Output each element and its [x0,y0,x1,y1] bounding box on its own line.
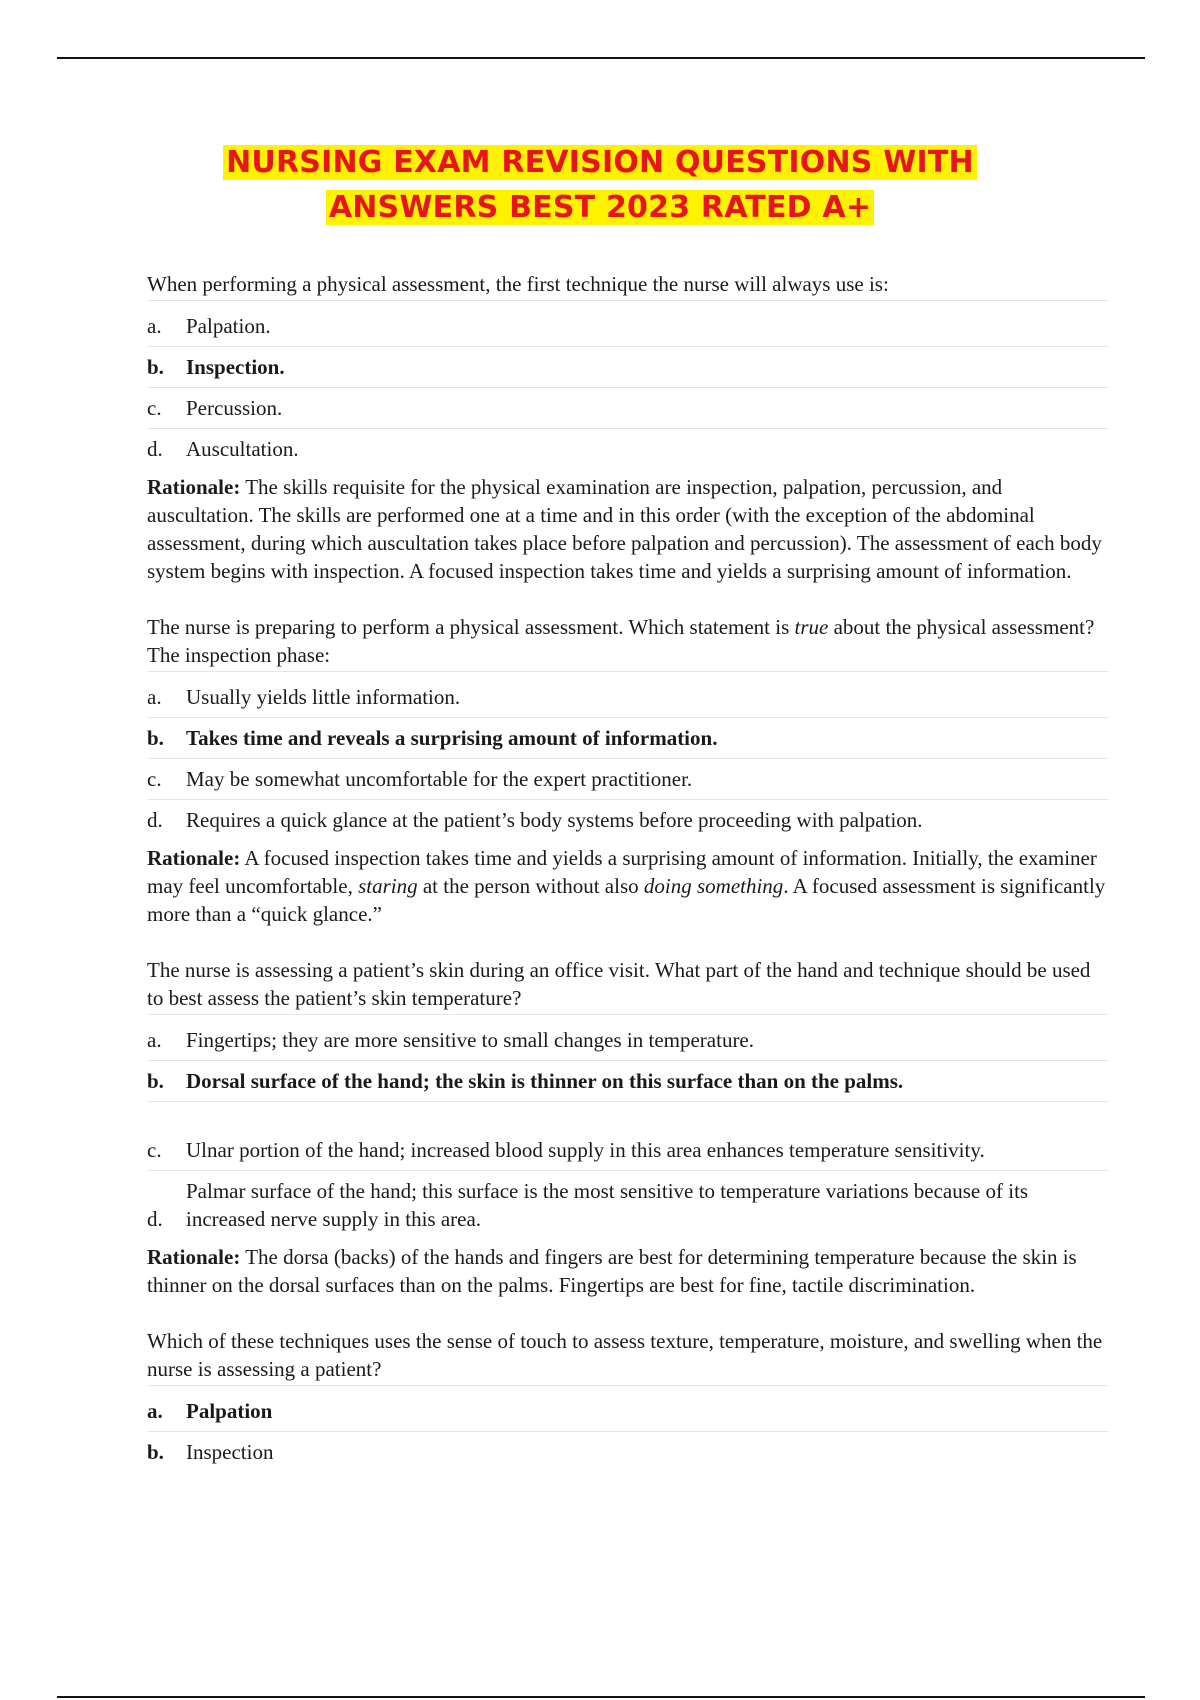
option-a [147,677,1109,718]
rationale-text: at the person without also [417,874,644,898]
rationale-text: The dorsa (backs) of the hands and fingers are best for determining temperature because the skin is thinner on the dorsal surfaces than on the palms. Fingertips are best for fine, tactile discrimination. [147,1245,1077,1297]
rationale-label: Rationale: [147,1245,241,1269]
option-letter: a. [147,1028,162,1052]
option-text: Percussion. [186,396,283,420]
rationale-text: . A focused assessment is significantly more than a “quick glance.” [147,874,1106,926]
option-text: Inspection [186,1440,274,1464]
option-text: Palpation. [186,314,271,338]
title-line-1: NURSING EXAM REVISION QUESTIONS WITH [223,145,977,180]
option-text: Auscultation. [186,437,299,461]
option-text: Dorsal surface of the hand; the skin is thinner on this surface than on the palms. [186,1069,904,1093]
option-letter: a. [147,1399,163,1423]
question-stem: When performing a physical assessment, the first technique the nurse will always use is: [147,270,1109,301]
stem-text: The nurse is preparing to perform a physical assessment. Which statement is [147,615,795,639]
option-b-correct [147,347,1109,388]
rationale-label: Rationale: [147,475,241,499]
document-body [147,270,1109,1472]
page-title [0,140,1200,230]
stem-text: about the physical assessment? The inspection phase: [147,615,1095,667]
option-letter: d. [147,1207,163,1231]
option-text: Takes time and reveals a surprising amount of information. [186,726,718,750]
question-block [147,270,1109,585]
option-a-correct [147,1391,1109,1432]
rationale-emphasis: doing something [643,874,784,898]
rationale-label: Rationale: [147,846,241,870]
option-text: Palpation [186,1399,273,1423]
rationale-text: A focused inspection takes time and yields a surprising amount of information. Initially, the examiner may feel uncomfortable, [147,846,1097,898]
option-letter: d. [147,437,163,461]
option-text: Ulnar portion of the hand; increased blood supply in this area enhances temperature sensitivity. [186,1138,985,1162]
stem-emphasis: true [794,615,829,639]
option-d [147,1171,1109,1239]
option-c [147,759,1109,800]
option-letter: a. [147,314,162,338]
title-line-2: ANSWERS BEST 2023 RATED A+ [326,190,874,225]
option-letter: b. [147,1440,164,1464]
option-b [147,1432,1109,1472]
option-a [147,306,1109,347]
option-text: Inspection. [186,355,285,379]
option-a [147,1020,1109,1061]
question-block [147,613,1109,928]
question-stem: The nurse is assessing a patient’s skin during an office visit. What part of the hand and technique should be used to best assess the patient’s skin temperature? [147,956,1109,1015]
option-letter: c. [147,767,162,791]
option-letter: d. [147,808,163,832]
question-block [147,1327,1109,1472]
question-block [147,956,1109,1299]
question-stem: Which of these techniques uses the sense of touch to assess texture, temperature, moisture, and swelling when the nurse is assessing a patient? [147,1327,1109,1386]
rationale [147,1243,1109,1299]
option-letter: c. [147,1138,162,1162]
option-letter: b. [147,355,164,379]
rationale-text: The skills requisite for the physical examination are inspection, palpation, percussion, and auscultation. The skills are performed one at a time and in this order (with the exception of the abdominal assessment, during which auscultation takes place before palpation and percussion). The assessment of each body system begins with inspection. A focused inspection takes time and yields a surprising amount of information. [147,475,1102,583]
option-text: Palmar surface of the hand; this surface is the most sensitive to temperature variations because of its increased nerve supply in this area. [186,1179,1029,1231]
option-d [147,429,1109,469]
option-b-correct [147,1061,1109,1102]
option-b-correct [147,718,1109,759]
option-c [147,388,1109,429]
bottom-rule [57,1696,1145,1698]
question-stem [147,613,1109,672]
option-c [147,1102,1109,1171]
option-text: May be somewhat uncomfortable for the expert practitioner. [186,767,693,791]
rationale-emphasis: staring [358,874,418,898]
option-d [147,800,1109,840]
option-letter: c. [147,396,162,420]
option-text: Fingertips; they are more sensitive to small changes in temperature. [186,1028,755,1052]
option-letter: b. [147,726,164,750]
top-rule [57,57,1145,59]
option-text: Requires a quick glance at the patient’s body systems before proceeding with palpation. [186,808,923,832]
option-letter: a. [147,685,162,709]
rationale [147,844,1109,928]
rationale [147,473,1109,585]
option-text: Usually yields little information. [186,685,461,709]
option-letter: b. [147,1069,164,1093]
